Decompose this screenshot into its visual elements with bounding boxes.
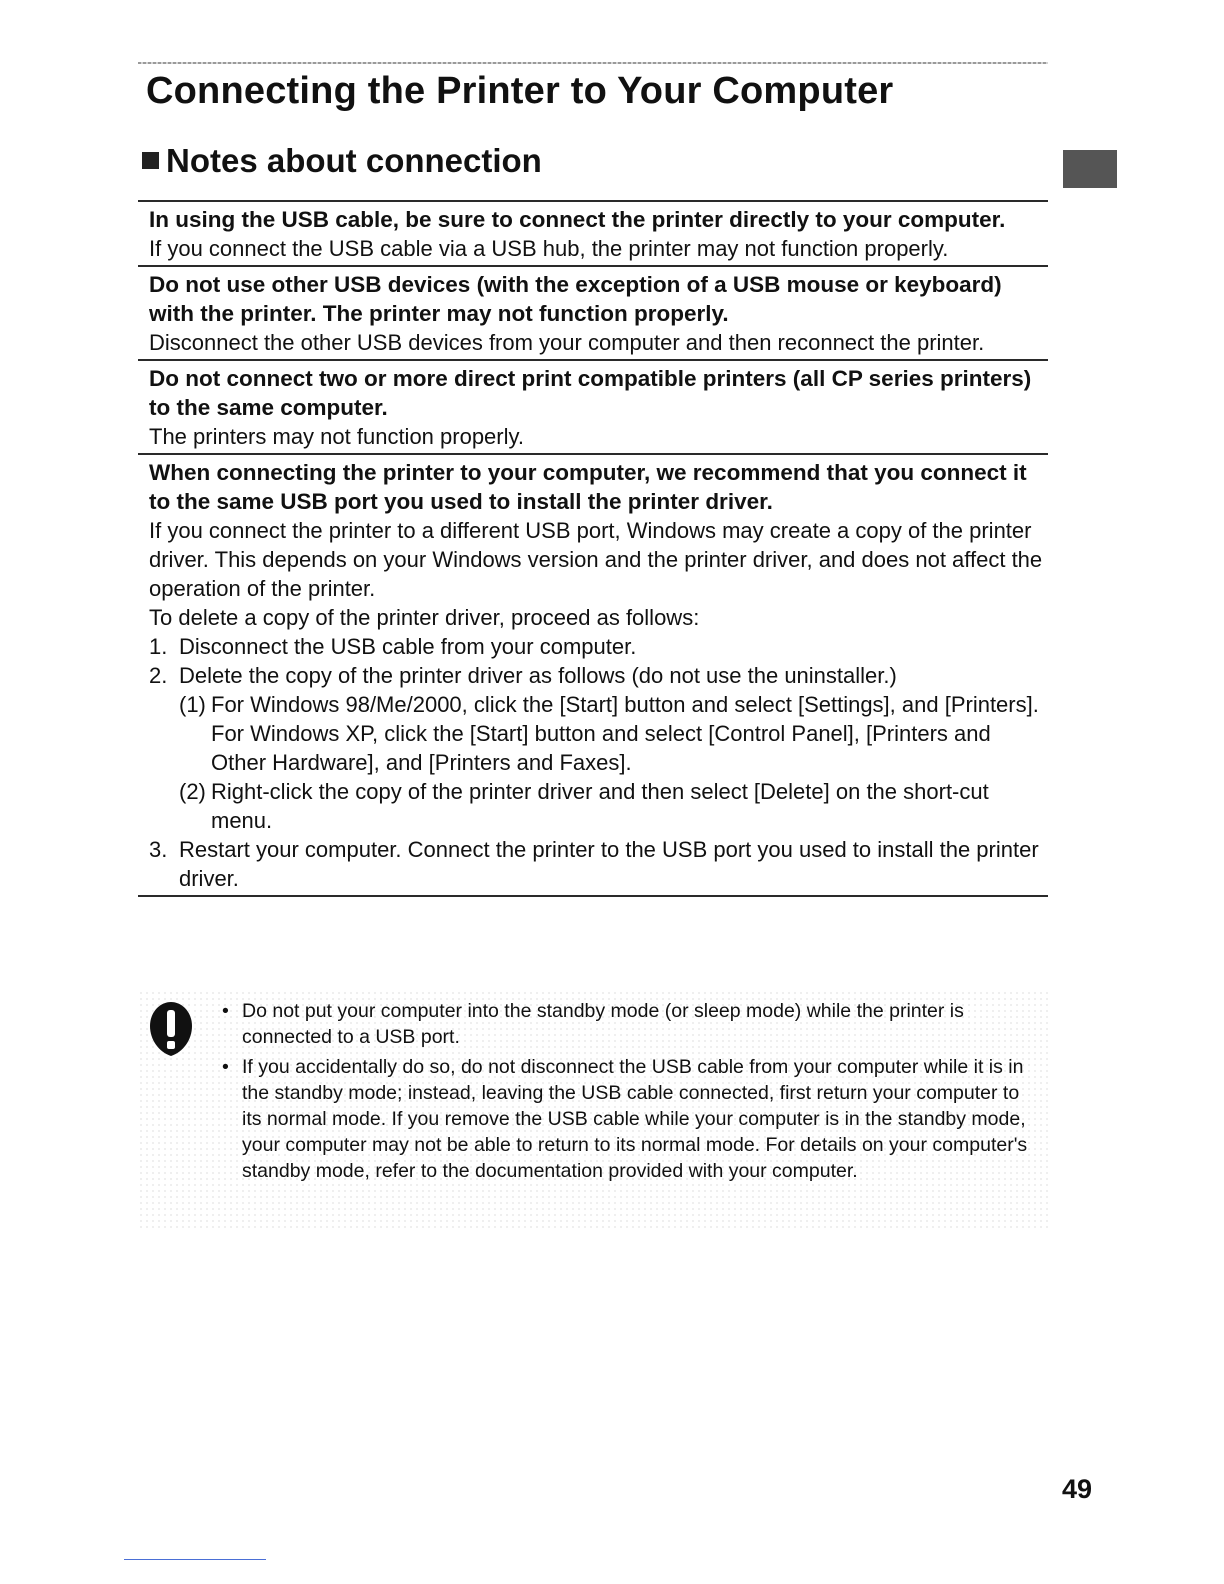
caution-item <box>222 1054 1037 1184</box>
step-number: 2. <box>149 663 168 688</box>
note-body: Disconnect the other USB devices from your computer and then reconnect the printer. <box>149 330 985 355</box>
note-heading: When connecting the printer to your computer, we recommend that you connect it to the same USB port you used to install the printer driver. <box>149 460 1027 514</box>
note-body: If you connect the printer to a different USB port, Windows may create a copy of the printer driver. This depends on your Windows version and the printer driver, and does not affect the operation of the printer. <box>149 518 1043 601</box>
step-item <box>149 632 1048 661</box>
square-bullet-icon <box>142 152 159 169</box>
substep-item <box>179 690 1048 777</box>
note-intro: To delete a copy of the printer driver, proceed as follows: <box>149 605 700 630</box>
section-title-text: Notes about connection <box>166 142 542 179</box>
step-item <box>149 661 1048 835</box>
step-number: 1. <box>149 634 168 659</box>
bullet: • <box>222 1000 229 1022</box>
page-title: Connecting the Printer to Your Computer <box>146 70 894 112</box>
procedure-steps <box>149 632 1048 893</box>
footnote-rule <box>124 1559 266 1560</box>
bullet: • <box>222 1056 229 1078</box>
substep-number: (2) <box>179 779 206 804</box>
substep-content <box>211 690 1048 777</box>
top-rule <box>138 62 1048 64</box>
step-number: 3. <box>149 837 168 862</box>
caution-text: Do not put your computer into the standby mode (or sleep mode) while the printer is connected to a USB port. <box>242 1000 964 1048</box>
caution-list <box>222 998 1037 1188</box>
caution-box <box>138 990 1048 1230</box>
page-number: 49 <box>1062 1474 1093 1504</box>
substep-text: Right-click the copy of the printer driver and then select [Delete] on the short-cut menu. <box>211 779 989 833</box>
substep-item <box>179 777 1048 835</box>
note-heading: Do not connect two or more direct print compatible printers (all CP series printers) to the same computer. <box>149 366 1032 420</box>
note-body: The printers may not function properly. <box>149 424 524 449</box>
note-heading: Do not use other USB devices (with the exception of a USB mouse or keyboard) with the printer. The printer may not function properly. <box>149 272 1002 326</box>
chapter-tab-marker <box>1063 150 1117 188</box>
note-other-usb-devices <box>138 265 1048 359</box>
notes-list <box>138 200 1048 897</box>
note-body: If you connect the USB cable via a USB hub, the printer may not function properly. <box>149 236 949 261</box>
section-title <box>142 142 542 180</box>
note-same-usb-port <box>138 453 1048 897</box>
note-usb-direct <box>138 200 1048 265</box>
caution-item <box>222 998 1037 1050</box>
substep-text: For Windows 98/Me/2000, click the [Start] button and select [Settings], and [Printers]. <box>211 692 1039 717</box>
substep-number: (1) <box>179 692 206 717</box>
note-heading: In using the USB cable, be sure to connect the printer directly to your computer. <box>149 207 1006 232</box>
substep-extra-text: For Windows XP, click the [Start] button and select [Control Panel], [Printers and Other Hardware], and [Printers and Faxes]. <box>211 721 991 775</box>
step-text: Delete the copy of the printer driver as follows (do not use the uninstaller.) <box>179 663 897 688</box>
step-item <box>149 835 1048 893</box>
step-text: Disconnect the USB cable from your computer. <box>179 634 637 659</box>
caution-icon <box>148 1000 194 1063</box>
caution-text: If you accidentally do so, do not disconnect the USB cable from your computer while it is in the standby mode; instead, leaving the USB cable connected, first return your computer to its normal mode. If you remove the USB cable while your computer is in the standby mode, your computer may not be able to return to its normal mode. For details on your computer's standby mode, refer to the documentation provided with your computer. <box>242 1056 1028 1182</box>
step-text: Restart your computer. Connect the printer to the USB port you used to install the printer driver. <box>179 837 1039 891</box>
note-multiple-printers <box>138 359 1048 453</box>
step-content <box>179 661 1048 835</box>
